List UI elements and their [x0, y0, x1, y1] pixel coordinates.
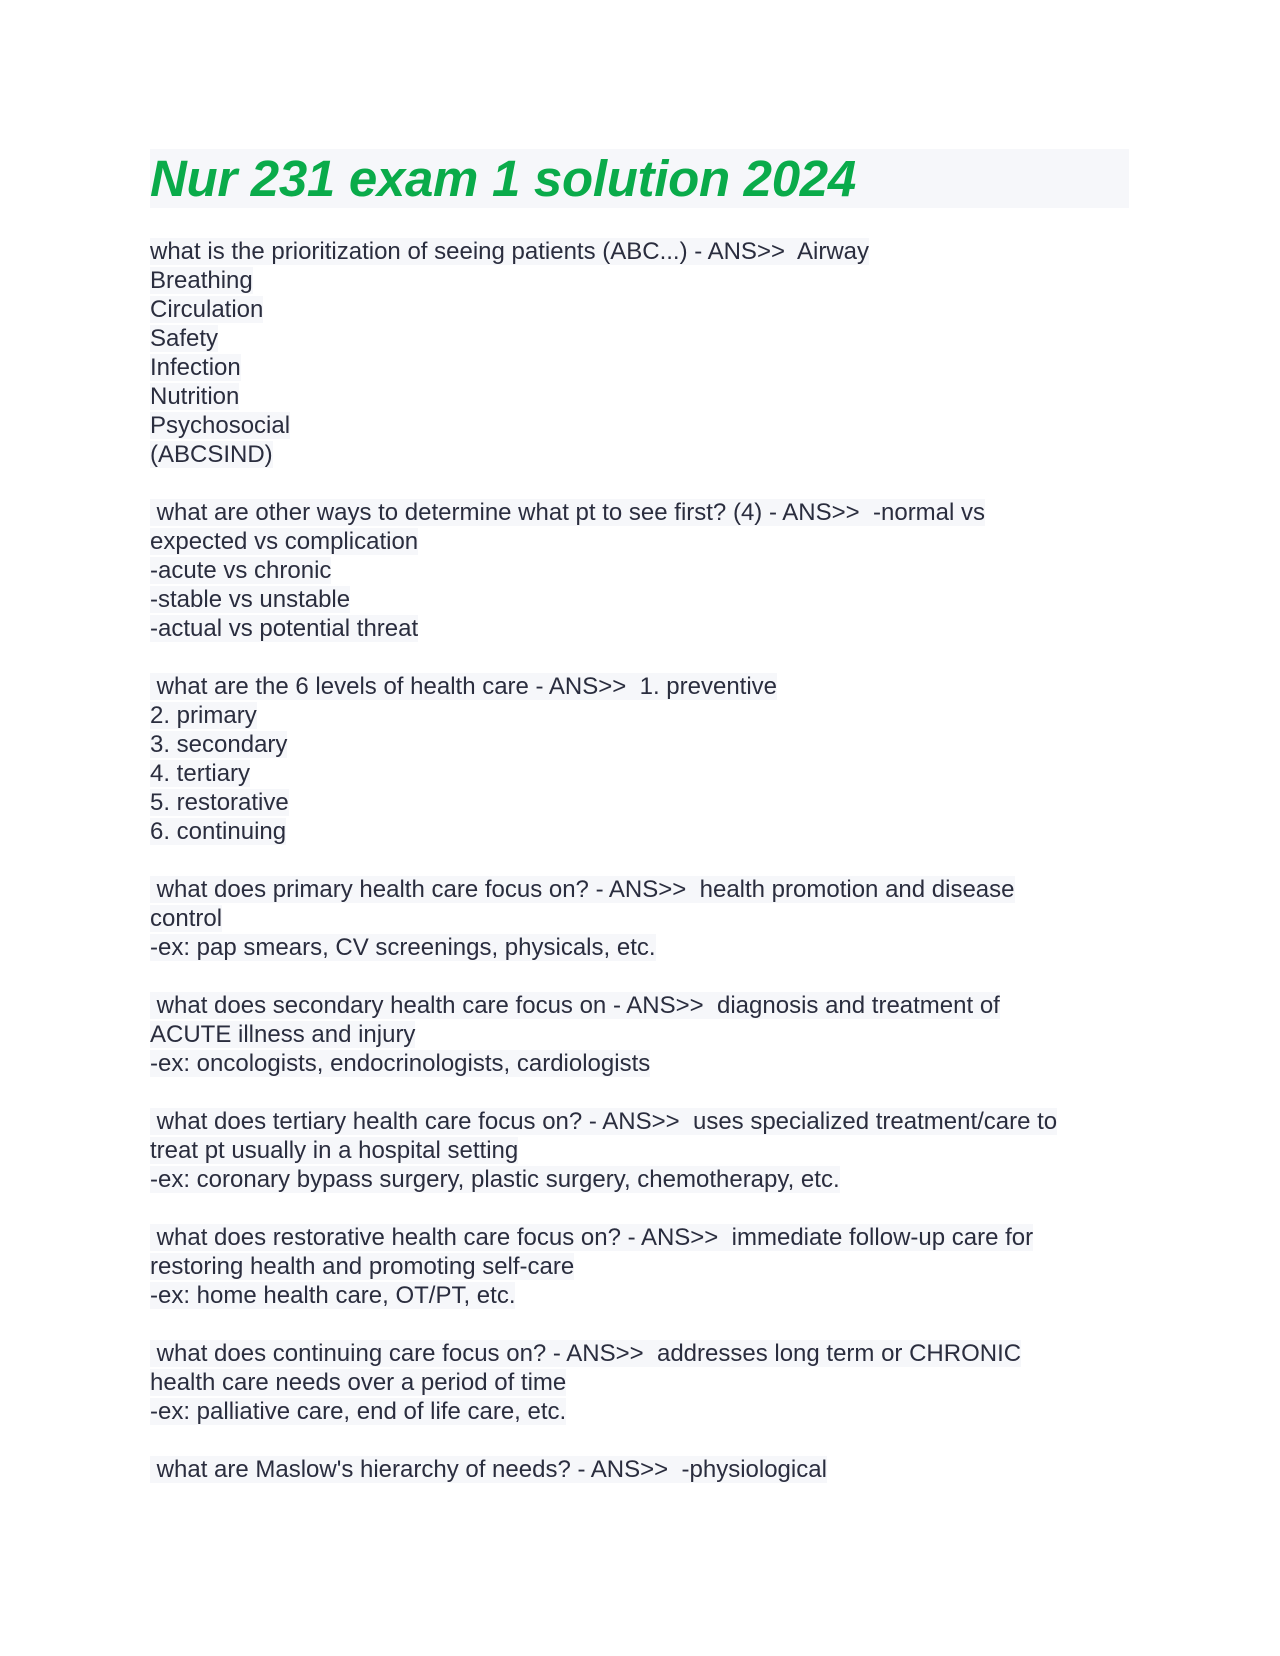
line-text: 6. continuing — [150, 818, 287, 845]
answer-line — [150, 266, 1130, 295]
qa-item — [150, 672, 1130, 846]
answer-line — [150, 353, 1130, 382]
answer-line — [150, 382, 1130, 411]
document-title: Nur 231 exam 1 solution 2024 — [150, 150, 856, 207]
answer-line — [150, 1281, 1130, 1310]
line-text: Safety — [150, 325, 219, 352]
line-text: control — [150, 905, 223, 932]
line-text: Nutrition — [150, 383, 240, 410]
question-line — [150, 875, 1130, 904]
answer-line — [150, 411, 1130, 440]
answer-line — [150, 1020, 1130, 1049]
line-text: -ex: pap smears, CV screenings, physicals, etc. — [150, 934, 656, 961]
line-text: health care needs over a period of time — [150, 1369, 567, 1396]
line-text: Infection — [150, 354, 241, 381]
line-text: what are the 6 levels of health care - ANS>> 1. preventive — [150, 673, 778, 700]
answer-line — [150, 556, 1130, 585]
line-text: treat pt usually in a hospital setting — [150, 1137, 519, 1164]
answer-line — [150, 1049, 1130, 1078]
line-text: restoring health and promoting self-care — [150, 1253, 575, 1280]
line-text: 5. restorative — [150, 789, 289, 816]
qa-item — [150, 498, 1130, 643]
question-line — [150, 1223, 1130, 1252]
answer-line — [150, 614, 1130, 643]
answer-line — [150, 933, 1130, 962]
question-line — [150, 1455, 1130, 1484]
answer-line — [150, 904, 1130, 933]
line-text: -ex: coronary bypass surgery, plastic surgery, chemotherapy, etc. — [150, 1166, 840, 1193]
line-text: 2. primary — [150, 702, 257, 729]
answer-line — [150, 295, 1130, 324]
line-text: -ex: palliative care, end of life care, etc. — [150, 1398, 567, 1425]
answer-line — [150, 1165, 1130, 1194]
line-text: -ex: home health care, OT/PT, etc. — [150, 1282, 516, 1309]
answer-line — [150, 759, 1130, 788]
line-text: 3. secondary — [150, 731, 288, 758]
line-text: what does restorative health care focus on? - ANS>> immediate follow-up care for — [150, 1224, 1034, 1251]
answer-line — [150, 1136, 1130, 1165]
line-text: what are Maslow's hierarchy of needs? - ANS>> -physiological — [150, 1456, 827, 1483]
line-text: what does primary health care focus on? - ANS>> health promotion and disease — [150, 876, 1015, 903]
question-line — [150, 498, 1130, 527]
qa-item — [150, 1107, 1130, 1194]
line-text: what are other ways to determine what pt to see first? (4) - ANS>> -normal vs — [150, 499, 986, 526]
answer-line — [150, 1368, 1130, 1397]
line-text: -stable vs unstable — [150, 586, 351, 613]
question-line — [150, 1107, 1130, 1136]
line-text: ACUTE illness and injury — [150, 1021, 416, 1048]
line-text: (ABCSIND) — [150, 441, 273, 468]
line-text: what does continuing care focus on? - ANS>> addresses long term or CHRONIC — [150, 1340, 1022, 1367]
qa-item — [150, 1339, 1130, 1426]
line-text: what does secondary health care focus on - ANS>> diagnosis and treatment of — [150, 992, 1000, 1019]
answer-line — [150, 1397, 1130, 1426]
line-text: expected vs complication — [150, 528, 419, 555]
answer-line — [150, 527, 1130, 556]
question-line — [150, 672, 1130, 701]
answer-line — [150, 730, 1130, 759]
line-text: Circulation — [150, 296, 264, 323]
qa-item — [150, 1223, 1130, 1310]
question-line — [150, 991, 1130, 1020]
line-text: what does tertiary health care focus on? - ANS>> uses specialized treatment/care to — [150, 1108, 1058, 1135]
line-text: Psychosocial — [150, 412, 291, 439]
line-text: Breathing — [150, 267, 253, 294]
line-text: -ex: oncologists, endocrinologists, cardiologists — [150, 1050, 651, 1077]
answer-line — [150, 585, 1130, 614]
line-text: 4. tertiary — [150, 760, 251, 787]
qa-item — [150, 237, 1130, 469]
question-line — [150, 1339, 1130, 1368]
qa-item — [150, 991, 1130, 1078]
qa-list — [150, 237, 1130, 1484]
document-page — [150, 149, 1130, 1513]
answer-line — [150, 324, 1130, 353]
qa-item — [150, 875, 1130, 962]
line-text: -acute vs chronic — [150, 557, 332, 584]
answer-line — [150, 701, 1130, 730]
line-text: what is the prioritization of seeing patients (ABC...) - ANS>> Airway — [150, 238, 869, 265]
title-bar — [150, 149, 1129, 208]
qa-item — [150, 1455, 1130, 1484]
answer-line — [150, 817, 1130, 846]
answer-line — [150, 1252, 1130, 1281]
line-text: -actual vs potential threat — [150, 615, 419, 642]
answer-line — [150, 788, 1130, 817]
question-line — [150, 237, 1130, 266]
answer-line — [150, 440, 1130, 469]
